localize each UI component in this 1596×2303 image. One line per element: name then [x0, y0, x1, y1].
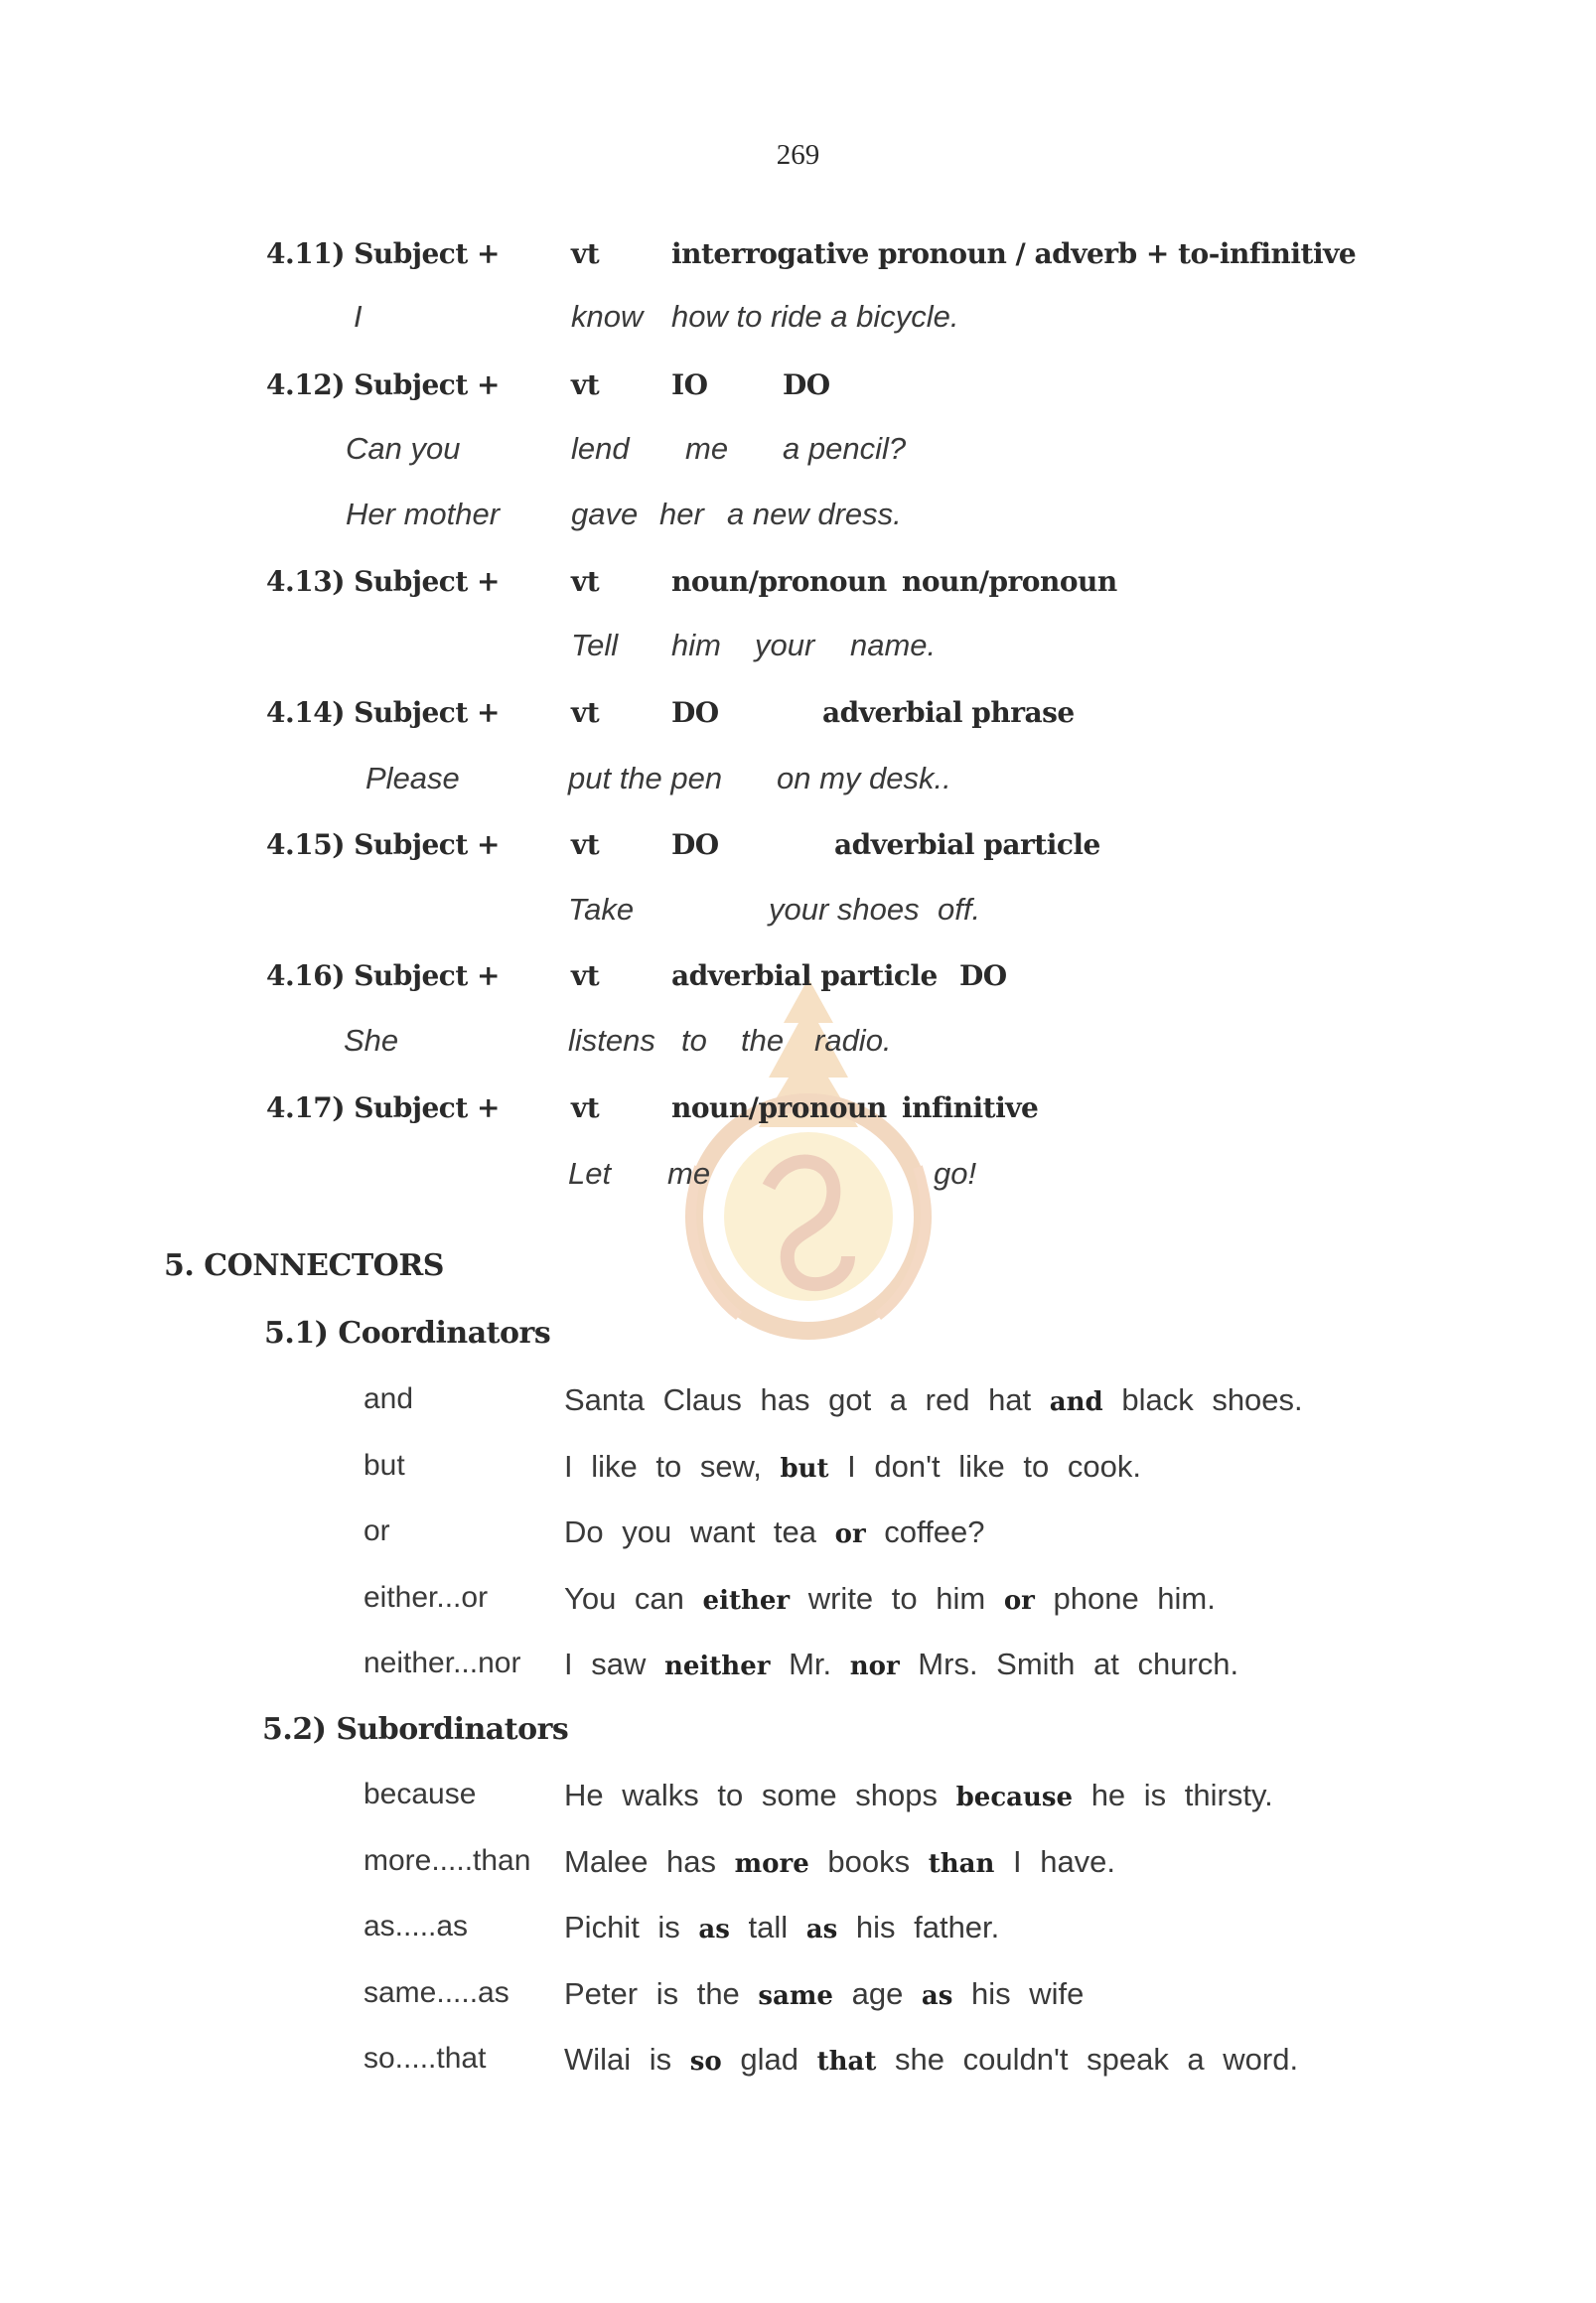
sentence-text: phone him.	[1034, 1580, 1216, 1616]
section-heading: 5. CONNECTORS	[164, 1248, 444, 1283]
connector-keyword: and	[1049, 1387, 1103, 1417]
connector-keyword: but	[780, 1453, 829, 1484]
connector-keyword: as	[698, 1915, 730, 1944]
connector-keyword: as	[805, 1915, 838, 1944]
sentence-text: coffee?	[865, 1514, 985, 1549]
example-word: to	[681, 1023, 707, 1058]
pattern-label: 4.14) Subject +	[266, 696, 500, 729]
sentence-text: Malee has	[564, 1843, 735, 1879]
example-word: off.	[938, 892, 981, 927]
example-subject: Her mother	[346, 497, 501, 531]
connector-word: neither...nor	[363, 1647, 521, 1679]
example-word: me	[685, 431, 729, 466]
sentence-text: Mr.	[770, 1647, 850, 1681]
example-word: a pencil?	[783, 431, 907, 466]
connector-keyword: more	[734, 1848, 809, 1879]
subsection-heading: 5.2) Subordinators	[262, 1712, 569, 1747]
example-word: listens	[568, 1023, 655, 1058]
connector-keyword: or	[1003, 1585, 1035, 1616]
example-word: him	[671, 628, 721, 662]
example-word: Let	[568, 1156, 612, 1191]
connector-word: and	[363, 1382, 414, 1415]
pattern-element: IO	[671, 368, 708, 401]
example-word: her	[659, 497, 704, 531]
connector-keyword: than	[928, 1848, 995, 1879]
example-word: Tell	[571, 628, 619, 662]
example-word: how to ride a bicycle.	[671, 299, 959, 334]
connector-keyword: nor	[849, 1652, 900, 1681]
pattern-element: infinitive	[902, 1091, 1039, 1124]
pattern-element: interrogative pronoun / adverb + to-infinitive	[671, 237, 1357, 270]
example-word: lend	[571, 431, 630, 466]
example-word: your	[755, 628, 815, 662]
example-word: name.	[850, 628, 937, 662]
connector-word: either...or	[363, 1580, 489, 1614]
example-sentence	[564, 1912, 999, 1943]
pattern-element: DO	[671, 828, 719, 861]
sentence-text: Pichit is	[564, 1910, 699, 1944]
sentence-text: You can	[564, 1580, 703, 1616]
sentence-text: tall	[729, 1910, 806, 1944]
pattern-element: noun/pronoun	[671, 565, 887, 598]
example-subject: Can you	[346, 431, 461, 466]
sentence-text: age	[832, 1975, 922, 2011]
example-word: the	[741, 1023, 785, 1058]
connector-word: but	[363, 1448, 405, 1482]
example-subject: She	[344, 1023, 399, 1058]
example-word: your shoes	[769, 892, 920, 927]
connector-keyword: as	[921, 1980, 953, 2011]
pattern-verb: vt	[571, 1091, 600, 1124]
pattern-label: 4.17) Subject +	[266, 1091, 500, 1124]
connector-keyword: neither	[663, 1652, 771, 1681]
connector-keyword: same	[758, 1980, 833, 2011]
sentence-text: Do you want tea	[564, 1514, 835, 1549]
example-word: gave	[571, 497, 639, 531]
example-word: put the pen	[568, 761, 723, 795]
connector-word: more.....than	[363, 1843, 531, 1877]
sentence-text: I have.	[994, 1843, 1116, 1879]
sentence-text: glad	[721, 2042, 817, 2077]
connector-keyword: so	[689, 2047, 722, 2077]
pattern-element: adverbial particle	[671, 959, 938, 992]
sentence-text: black shoes.	[1102, 1382, 1303, 1417]
example-sentence	[564, 1780, 1273, 1810]
pattern-label: 4.13) Subject +	[266, 565, 500, 598]
pattern-label: 4.12) Subject +	[266, 368, 500, 401]
connector-word: so.....that	[363, 2042, 487, 2075]
example-word: Take	[568, 892, 635, 927]
example-word: a new dress.	[727, 497, 902, 531]
example-subject: I	[354, 299, 363, 334]
sentence-text: write to him	[790, 1580, 1004, 1616]
connector-keyword: either	[702, 1585, 791, 1616]
example-word: know	[571, 299, 644, 334]
example-word: radio.	[814, 1023, 892, 1058]
connector-word: as.....as	[363, 1910, 469, 1943]
sentence-text: his wife	[952, 1975, 1085, 2011]
sentence-text: I like to sew,	[564, 1448, 781, 1484]
sentence-text: Mrs. Smith at church.	[899, 1647, 1239, 1681]
sentence-text: his father.	[837, 1910, 1000, 1944]
page-number: 269	[776, 139, 820, 171]
pattern-element: DO	[959, 959, 1007, 992]
connector-word: because	[363, 1778, 477, 1810]
pattern-element: noun/pronoun	[671, 1091, 887, 1124]
example-sentence	[564, 1580, 1216, 1616]
pattern-verb: vt	[571, 828, 600, 861]
pattern-verb: vt	[571, 565, 600, 598]
connector-keyword: or	[834, 1519, 866, 1549]
sentence-text: he is thirsty.	[1073, 1778, 1273, 1812]
pattern-element: DO	[783, 368, 830, 401]
connector-word: or	[363, 1514, 390, 1547]
example-sentence	[564, 1975, 1085, 2011]
pattern-label: 4.16) Subject +	[266, 959, 500, 992]
sentence-text: Peter is the	[564, 1975, 759, 2011]
example-word: on my desk..	[777, 761, 951, 795]
pattern-label: 4.15) Subject +	[266, 828, 500, 861]
example-word: me	[667, 1156, 711, 1191]
pattern-element: adverbial particle	[834, 828, 1100, 861]
sentence-text: she couldn't speak a word.	[876, 2042, 1299, 2077]
connector-keyword: because	[955, 1783, 1074, 1812]
pattern-verb: vt	[571, 368, 600, 401]
example-sentence	[564, 2044, 1298, 2075]
pattern-label: 4.11) Subject +	[266, 237, 500, 270]
pattern-verb: vt	[571, 959, 600, 992]
example-sentence	[564, 1448, 1141, 1484]
connector-keyword: that	[816, 2047, 877, 2077]
example-word: go!	[934, 1156, 977, 1191]
sentence-text: I don't like to cook.	[828, 1448, 1141, 1484]
subsection-heading: 5.1) Coordinators	[264, 1316, 551, 1351]
example-sentence	[564, 1649, 1238, 1679]
pattern-verb: vt	[571, 696, 600, 729]
example-sentence	[564, 1384, 1303, 1415]
sentence-text: Wilai is	[564, 2042, 690, 2077]
sentence-text: books	[808, 1843, 929, 1879]
example-sentence	[564, 1516, 984, 1547]
example-sentence	[564, 1843, 1116, 1879]
sentence-text: He walks to some shops	[564, 1778, 956, 1812]
pattern-verb: vt	[571, 237, 600, 270]
sentence-text: I saw	[564, 1647, 664, 1681]
pattern-element: adverbial phrase	[822, 696, 1075, 729]
example-subject: Please	[365, 761, 460, 795]
pattern-element: noun/pronoun	[902, 565, 1117, 598]
pattern-element: DO	[671, 696, 719, 729]
sentence-text: Santa Claus has got a red hat	[564, 1382, 1050, 1417]
connector-word: same.....as	[363, 1975, 509, 2009]
